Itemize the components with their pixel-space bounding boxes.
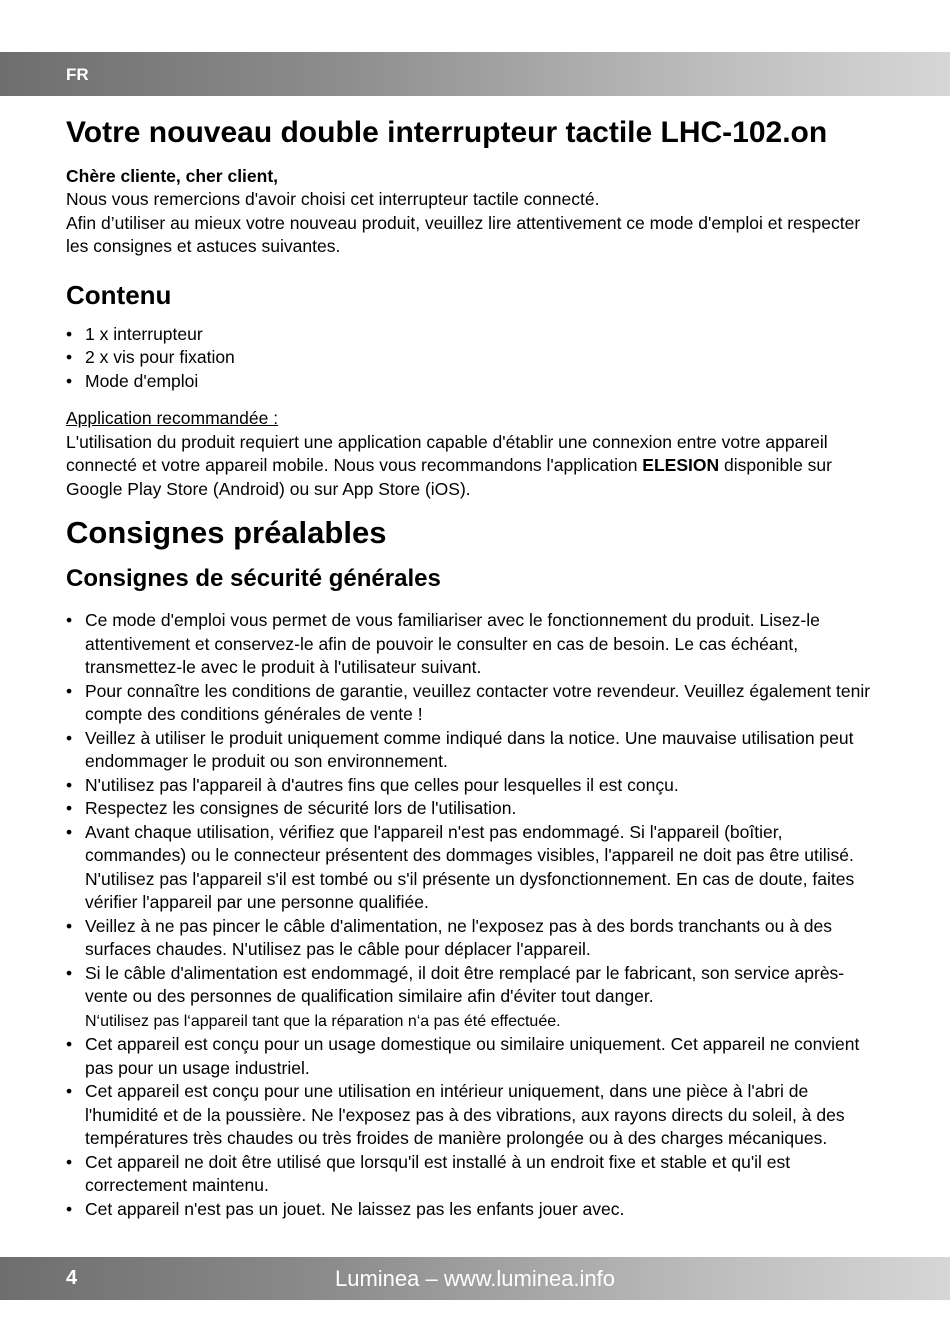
page-title: Votre nouveau double interrupteur tactile LHC-102.on <box>66 116 828 149</box>
list-item <box>66 1080 881 1151</box>
bullet-icon: • <box>66 323 73 344</box>
safety-subheading: Consignes de sécurité générales <box>66 565 441 592</box>
list-item-text: 2 x vis pour fixation <box>85 347 235 367</box>
list-item <box>66 821 881 915</box>
app-heading: Application recommandée : <box>66 408 279 428</box>
bullet-icon: • <box>66 370 73 391</box>
bullet-icon: • <box>66 1081 73 1101</box>
list-item-text: Avant chaque utilisation, vérifiez que l'appareil n'est pas endommagé. Si l'appareil (boîtier, commandes) ou le connecteur présentent des dommages visibles, l'appareil ne doit pas être utilisé. N'utilisez pas l'appareil s'il est tombé ou s'il présente un dysfonctionnement. En cas de doute, faites vérifier l'appareil par une personne qualifiée. <box>85 821 855 912</box>
app-paragraph <box>66 431 881 502</box>
bullet-icon: • <box>66 1034 73 1054</box>
page-content <box>66 114 881 1221</box>
list-item <box>66 962 881 1034</box>
list-item <box>66 774 881 798</box>
list-item-text: Veillez à ne pas pincer le câble d'alimentation, ne l'exposez pas à des bords tranchants ou à des surfaces chaudes. N'utilisez pas le câble pour déplacer l'appareil. <box>85 915 833 959</box>
bullet-icon: • <box>66 798 73 818</box>
list-item <box>66 797 881 821</box>
list-item-text: Si le câble d'alimentation est endommagé, il doit être remplacé par le fabricant, son service après-vente ou des personnes de qualification similaire afin d'éviter tout danger. <box>85 962 845 1006</box>
list-item <box>66 1198 881 1222</box>
list-item <box>66 609 881 680</box>
intro-instructions: Afin d’utiliser au mieux votre nouveau produit, veuillez lire attentivement ce mode d'emploi et respecter les consignes et astuces suivantes. <box>66 212 861 256</box>
footer-text: Luminea – www.luminea.info <box>334 1266 616 1291</box>
list-item <box>66 680 881 727</box>
bullet-icon: • <box>66 774 73 795</box>
app-name: ELESION <box>642 455 720 475</box>
list-item-text: Cet appareil ne doit être utilisé que lorsqu'il est installé à un endroit fixe et stable et qu'il est correctement maintenu. <box>85 1151 791 1195</box>
list-item <box>66 370 881 394</box>
bullet-icon: • <box>66 962 73 983</box>
bullet-icon: • <box>66 1198 73 1219</box>
bullet-icon: • <box>66 727 73 748</box>
page-number: 4 <box>66 1267 78 1289</box>
list-item-text: Cet appareil n'est pas un jouet. Ne laissez pas les enfants jouer avec. <box>85 1198 625 1219</box>
list-item <box>66 323 881 347</box>
bullet-icon: • <box>66 347 73 367</box>
bullet-icon: • <box>66 610 73 630</box>
bullet-icon: • <box>66 680 73 701</box>
list-item-text: N'utilisez pas l'appareil à d'autres fins que celles pour lesquelles il est conçu. <box>85 774 679 795</box>
list-item-text: Ce mode d'emploi vous permet de vous familiariser avec le fonctionnement du produit. Lisez-le attentivement et conservez-le afin de pouvoir le consulter en cas de besoin. Le cas échéant, transmettez-le avec le produit à l'utilisateur suivant. <box>85 610 820 677</box>
list-item-text: Veillez à utiliser le produit uniquement comme indiqué dans la notice. Une mauvaise utilisation peut endommager le produit ou son environnement. <box>85 727 854 771</box>
header-bar <box>0 52 950 96</box>
list-item <box>66 1033 881 1080</box>
contents-list <box>66 323 881 394</box>
intro-thanks: Nous vous remercions d'avoir choisi cet interrupteur tactile connecté. <box>66 189 600 209</box>
bullet-icon: • <box>66 915 73 936</box>
cable-repair-note: N‘utilisez pas l‘appareil tant que la réparation n‘a pas été effectuée. <box>85 1012 561 1030</box>
app-text-after: disponible sur Google Play Store (Android) ou sur App Store (iOS). <box>66 455 832 499</box>
list-item <box>66 1151 881 1198</box>
list-item-text: Cet appareil est conçu pour un usage domestique ou similaire uniquement. Cet appareil ne convient pas pour un usage industriel. <box>85 1034 860 1078</box>
list-item-text: Pour connaître les conditions de garantie, veuillez contacter votre revendeur. Veuillez également tenir compte des conditions générales de vente ! <box>85 680 871 724</box>
app-text-before: L'utilisation du produit requiert une application capable d'établir une connexion entre votre appareil connecté et votre appareil mobile. Nous vous recommandons l'application <box>66 431 828 475</box>
prelim-heading: Consignes préalables <box>66 515 387 550</box>
list-item-text: Cet appareil est conçu pour une utilisation en intérieur uniquement, dans une pièce à l'abri de l'humidité et de la poussière. Ne l'exposez pas à des vibrations, aux rayons directs du soleil, à des températures très chaudes ou très froides de manière prolongée ou à des charges mécaniques. <box>85 1081 845 1148</box>
list-item-text: Mode d'emploi <box>85 370 199 391</box>
safety-list <box>66 609 881 1221</box>
greeting: Chère cliente, cher client, <box>66 166 279 186</box>
bullet-icon: • <box>66 1151 73 1172</box>
language-code: FR <box>66 65 89 84</box>
list-item-text: 1 x interrupteur <box>85 323 203 344</box>
list-item <box>66 915 881 962</box>
list-item-text: Respectez les consignes de sécurité lors de l'utilisation. <box>85 798 517 818</box>
footer-bar <box>0 1257 950 1300</box>
contents-heading: Contenu <box>66 279 172 310</box>
list-item <box>66 346 881 370</box>
list-item <box>66 727 881 774</box>
bullet-icon: • <box>66 821 73 842</box>
